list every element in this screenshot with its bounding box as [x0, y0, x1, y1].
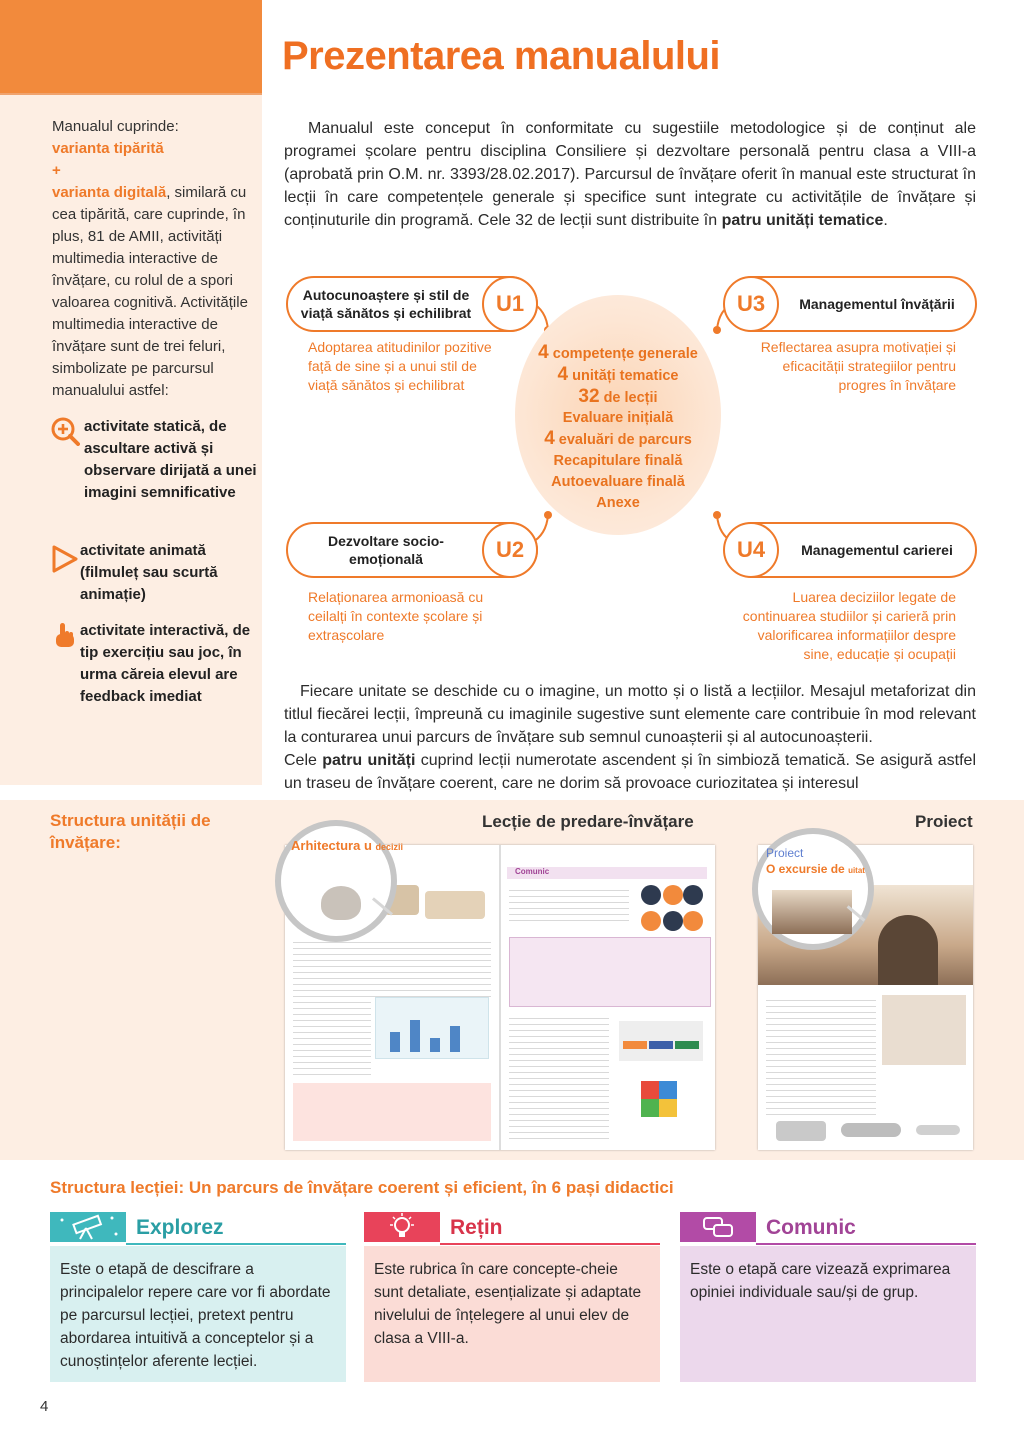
text-lines-5 [766, 995, 876, 1115]
p3-end: cuprind lecții numerotate ascendent și în simbioză tematică. Se asigură astfel un traseu de învățare coerent, care ne dorim să provoace curiozitatea și interesul [284, 752, 977, 792]
unit-u4-title: Managementul carierei [801, 542, 953, 558]
thumb-lesson-title: Arhitectura u decizii [291, 838, 404, 853]
activity-animated [50, 540, 260, 606]
step-retin-name: Rețin [450, 1216, 503, 1239]
lightbulb-icon [364, 1212, 440, 1242]
text-lines-3 [509, 885, 629, 925]
notebook-photo [882, 995, 966, 1065]
activity-static-text: activitate statică, de ascultare activă și observare dirijată a unei imagini semnificative [84, 418, 257, 501]
step-comunic-name: Comunic [766, 1216, 856, 1239]
step-explorez [50, 1212, 346, 1370]
thumb-project-title: O excursie de uitat [766, 862, 865, 876]
intro-paragraph [284, 117, 976, 232]
text-lines-4 [509, 1013, 609, 1143]
unit-u3-desc: Reflectarea asupra motivației și eficacității strategiilor pentru progres în învățare [760, 339, 956, 393]
hexagon-diagram [633, 879, 709, 939]
summary-self-eval: Autoevaluare finală [551, 473, 685, 490]
small-grid [619, 1021, 703, 1061]
page-title: Prezentarea manualului [282, 34, 721, 78]
magnifier-plus-icon [50, 416, 80, 446]
page-number: 4 [40, 1398, 49, 1415]
units-paragraph: Fiecare unitate se deschide cu o imagine, un motto și o listă a lecțiilor. Mesajul metaforizat din titlul fiecărei lecții, împreună cu imaginile sugestive sunt elemente care contribuie în mod relevant la conturarea unui parcurs de învățare sub semnul cunoașterii și al autocunoașterii. [284, 683, 976, 746]
speech-bubbles-icon [680, 1212, 756, 1242]
text-lines [293, 937, 491, 997]
thumb-project-kicker: Proiect [766, 846, 804, 860]
unit-u1-desc: Adoptarea atitudinilor pozitive față de sine și a unui stil de viață sănătos și echilibrat [308, 339, 492, 393]
intro-end: . [883, 212, 888, 229]
retin-box [293, 1083, 491, 1141]
unit-u3-badge: U3 [723, 276, 779, 332]
step-explorez-text: Este o etapă de descifrare a principalelor repere care vor fi abordate pe parcursul lecției, pretext pentru abordarea intuitivă a conceptelor și a cunoștințelor aferente lecției. [50, 1246, 346, 1382]
thumb-comunic-label: Comunic [515, 867, 550, 876]
summary-lessons: 32 de lecții [578, 385, 658, 407]
activity-interactive-text: activitate interactivă, de tip exercițiu sau joc, în urma căreia elevul are feedback imediat [80, 622, 251, 705]
cat-image [321, 886, 361, 920]
friends-photo [772, 890, 852, 934]
transport-icons [766, 1117, 966, 1143]
pets-image [425, 891, 485, 919]
header-divider [0, 93, 262, 95]
units-paragraph-2 [284, 749, 976, 795]
unit-u1-badge: U1 [482, 276, 538, 332]
activity-static [50, 416, 260, 504]
puzzle-image [621, 1071, 701, 1131]
unit-u2-desc: Relaționarea armonioasă cu ceilalți în contexte școlare și extrașcolare [308, 589, 484, 643]
unit-u1-title: Autocunoaștere și stil de viață sănătos și echilibrat [300, 287, 472, 321]
lesson-label: Lecție de predare-învățare [482, 812, 694, 831]
step-retin-text: Este rubrica în care concepte-cheie sunt detaliate, esențializate și adaptate nivelului de înțelegere al unui elev de clasa a VIII-a. [364, 1246, 660, 1382]
sidebar-intro-label: Manualul cuprinde: [52, 118, 179, 135]
plus-sign: + [52, 162, 61, 179]
print-variant-label: varianta tipărită [52, 140, 164, 157]
unit-u3-title: Managementul învățării [799, 296, 955, 312]
play-triangle-icon [50, 544, 80, 574]
summary-evals: 4 evaluări de parcurs [544, 428, 692, 450]
p3-start: Cele [284, 752, 323, 769]
p3-bold: patru unități [322, 752, 416, 769]
lesson-right-page [501, 845, 715, 1150]
unit-u4-badge: U4 [723, 522, 779, 578]
summary-appendix: Anexe [596, 494, 640, 511]
step-retin [364, 1212, 660, 1347]
lesson-structure-title: Structura lecției: Un parcurs de învățare coerent și eficient, în 6 pași didactici [50, 1178, 674, 1197]
thumb-table [509, 937, 711, 1007]
step-comunic [680, 1212, 976, 1301]
structure-heading: Structura unității de învățare: [50, 811, 211, 852]
step-comunic-text: Este o etapă care vizează exprimarea opiniei individuale sau/și de grup. [680, 1246, 976, 1382]
intro-text: Manualul este conceput în conformitate cu sugestiile metodologice și de conținut ale programei școlare pentru disciplina Consiliere și dezvoltare personală pentru clasa a VIII-a (aprobată prin O.M. nr. 3393/28.02.2017). Parcursul de învățare oferit în manual este structurat în lecții în care competențele generale și specifice sunt integrate cu activitățile de învățare și conținuturile din programă. Cele 32 de lecții sunt distribuite în [284, 120, 976, 229]
activity-animated-text: activitate animată (filmuleț sau scurtă animație) [80, 542, 218, 603]
mini-chart [375, 997, 489, 1059]
intro-bold: patru unități tematice [721, 212, 884, 229]
digital-variant-label: varianta digitală [52, 184, 167, 201]
unit-u2-badge: U2 [482, 522, 538, 578]
unit-u4-desc: Luarea deciziilor legate de continuarea studiilor și carieră prin valorificarea informațiilor despre sine, educație și ocupații [742, 589, 956, 662]
unit-u2-title: Dezvoltare socio-emoțională [328, 533, 444, 567]
magnifier-lens-2 [752, 828, 874, 950]
summary-initial-eval: Evaluare inițială [562, 410, 674, 427]
project-label: Proiect [915, 812, 973, 831]
magnifier-lens-1 [275, 820, 404, 942]
activity-interactive [50, 620, 260, 708]
header-accent-block [0, 0, 262, 93]
digital-variant-text: , similară cu cea tipărită, care cuprinde, în plus, 81 de AMII, activități multimedia interactive de învățare, cu rolul de a spori valoarea cognitivă. Activitățile multimedia interactive de învățare sunt de trei feluri, simbolizate pe parcursul manualului astfel: [52, 184, 248, 399]
telescope-icon [50, 1212, 126, 1242]
text-lines-2 [293, 997, 371, 1075]
sidebar-intro [52, 116, 257, 402]
center-summary [515, 343, 721, 513]
summary-recap: Recapitulare finală [553, 452, 683, 469]
step-explorez-name: Explorez [136, 1216, 224, 1239]
hand-pointer-icon [50, 620, 80, 650]
summary-competences: 4 competențe generale [538, 342, 698, 363]
summary-units: 4 unități tematice [557, 363, 679, 385]
